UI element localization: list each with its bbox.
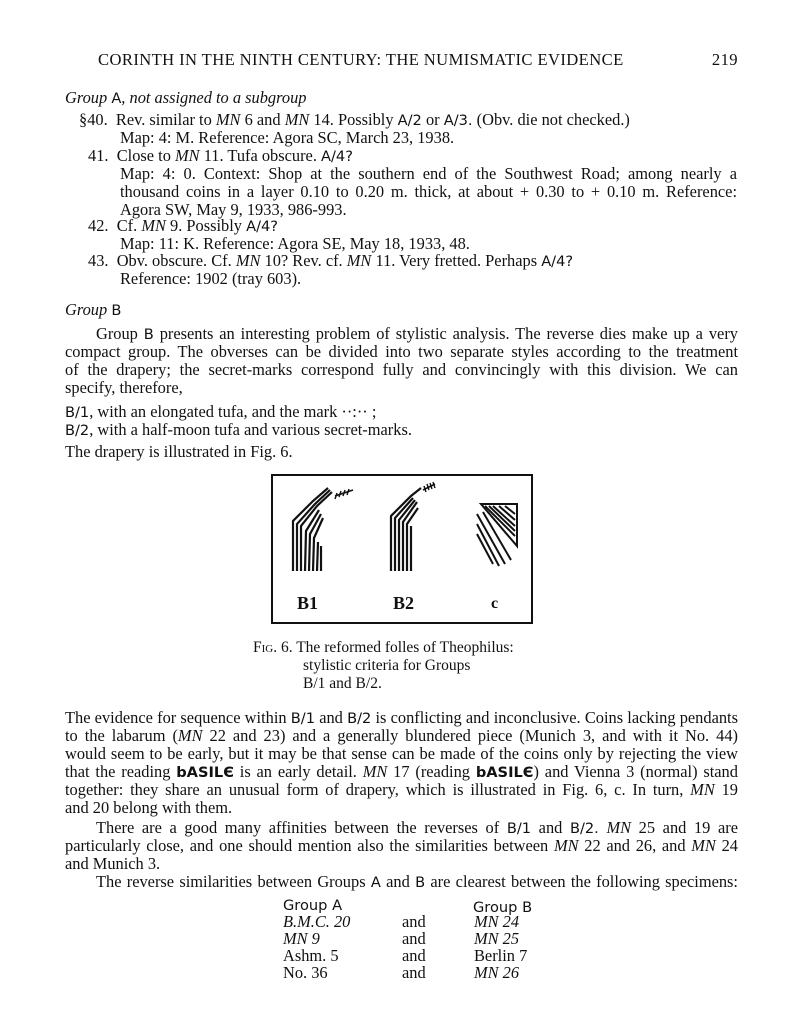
drapery-b2-drawing <box>391 482 435 571</box>
table-row-3-and: and <box>402 946 426 965</box>
table-row-1-and: and <box>402 912 426 931</box>
table-header-group-b: Group B <box>473 899 533 916</box>
para3-line1: There are a good many affinities between the reverses of B/1 and B/2. MN 25 and 19 are <box>96 818 738 837</box>
entry-40: §40. Rev. similar to MN 6 and MN 14. Possibly A/2 or A/3. (Obv. die not checked.) <box>79 110 630 129</box>
figure-label-b2: B2 <box>393 593 415 613</box>
header-title: CORINTH IN THE NINTH CENTURY: THE NUMISMATIC EVIDENCE <box>98 50 624 69</box>
entry-43-reference: Reference: 1902 (tray 603). <box>120 269 302 288</box>
table-row-4-and: and <box>402 963 426 982</box>
table-row-3-a: Ashm. 5 <box>283 946 339 965</box>
figure-label-b1: B1 <box>297 593 319 613</box>
para2-line2: to the labarum (MN 22 and 23) and a generally blundered piece (Munich 3, and with it No. 44) <box>65 726 738 745</box>
table-row-2-b: MN 25 <box>474 929 520 948</box>
entry-43: 43. Obv. obscure. Cf. MN 10? Rev. cf. MN 11. Very fretted. Perhaps A/4? <box>88 251 574 270</box>
entry-42-map: Map: 11: K. Reference: Agora SE, May 18, 1933, 48. <box>120 234 470 253</box>
table-row-2-and: and <box>402 929 426 948</box>
table-row-4-a: No. 36 <box>283 963 328 982</box>
para4: The reverse similarities between Groups A and B are clearest between the following specimens: <box>96 872 738 891</box>
table-row-1-b: MN 24 <box>474 912 520 931</box>
para3-line2: particularly close, and one should mention also the similarities between MN 22 and 26, and MN 24 <box>65 836 738 855</box>
drapery-c-drawing <box>477 504 517 566</box>
entry-40-map: Map: 4: M. Reference: Agora SC, March 23, 1938. <box>120 128 455 147</box>
para2-line6: and 20 belong with them. <box>65 798 233 817</box>
drapery-line: The drapery is illustrated in Fig. 6. <box>65 442 293 461</box>
figure-caption: Fig. 6. The reformed folles of Theophilus: <box>253 639 514 656</box>
para1-line3: of the drapery; the secret-marks correspond fully and convincingly with this division. We can <box>65 360 738 379</box>
table-header-group-a: Group A <box>283 897 343 914</box>
entry-41-map: Map: 4: 0. Context: Shop at the southern end of the Southwest Road; among nearly a <box>120 164 737 183</box>
para1-line1: Group B presents an interesting problem of stylistic analysis. The reverse dies make up a very <box>96 324 738 343</box>
table-row-3-b: Berlin 7 <box>474 946 528 965</box>
table-row-2-a: MN 9 <box>283 929 320 948</box>
entry-41-context: thousand coins in a layer 0.10 to 0.20 m. thick, at about + 0.30 to + 0.10 m. Reference: <box>120 182 737 201</box>
figure-6 <box>271 474 533 624</box>
para1-line4: specify, therefore, <box>65 378 183 397</box>
para2-line4: that the reading bASILЄ is an early detail. MN 17 (reading bASILЄ) and Vienna 3 (normal) stand <box>65 762 738 781</box>
para1-line2: compact group. The obverses can be divided into two separate styles according to the treatment <box>65 342 738 361</box>
figure-label-c: c <box>491 595 499 612</box>
entry-42: 42. Cf. MN 9. Possibly A/4? <box>88 216 279 235</box>
figure-caption-line3: B/1 and B/2. <box>303 675 382 692</box>
para2-line3: would seem to be early, but it may be that sense can be made of the coins only by rejecting the view <box>65 744 738 763</box>
drapery-b1-drawing <box>293 488 353 571</box>
table-row-1-a: B.M.C. 20 <box>283 912 351 931</box>
group-a-heading: Group A, not assigned to a subgroup <box>65 88 307 107</box>
group-b-heading: Group B <box>65 300 122 319</box>
para2-line1: The evidence for sequence within B/1 and B/2 is conflicting and inconclusive. Coins lacking pendants <box>65 708 738 727</box>
table-row-4-b: MN 26 <box>474 963 520 982</box>
list-b2: B/2, with a half-moon tufa and various secret-marks. <box>65 420 412 439</box>
entry-41-reference: Agora SW, May 9, 1933, 986-993. <box>120 200 347 219</box>
page-number: 219 <box>711 50 738 69</box>
para3-line3: and Munich 3. <box>65 854 161 873</box>
running-header <box>98 50 738 70</box>
list-b1: B/1, with an elongated tufa, and the mark ··:·· ; <box>65 402 377 421</box>
figure-caption-line2: stylistic criteria for Groups <box>303 657 471 674</box>
para2-line5: together: they share an unusual form of drapery, which is illustrated in Fig. 6, c. In turn, MN 19 <box>65 780 738 799</box>
entry-41: 41. Close to MN 11. Tufa obscure. A/4? <box>88 146 353 165</box>
